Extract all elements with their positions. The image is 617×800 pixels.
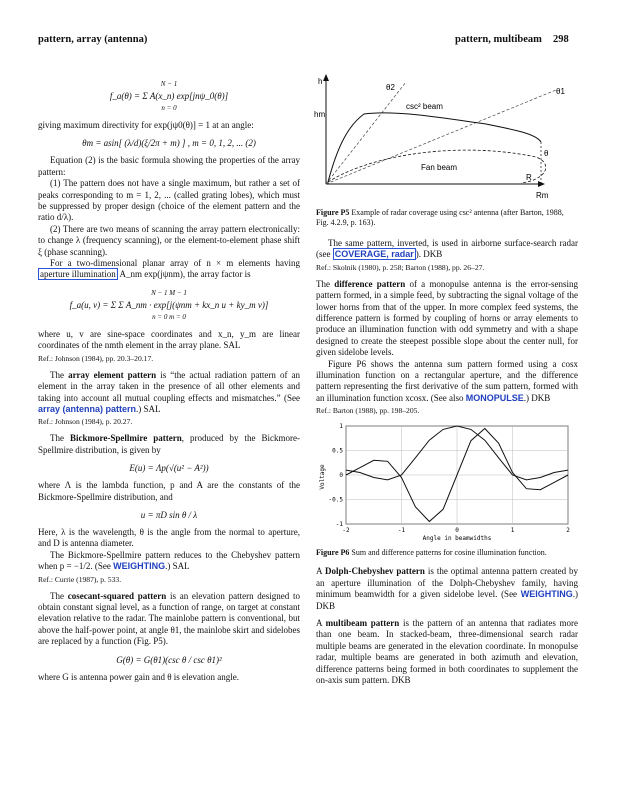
label-hm: hm <box>314 110 326 119</box>
running-head-right: pattern, multibeam <box>455 34 542 45</box>
label-theta: θ <box>544 149 549 158</box>
caption-label: Figure P6 <box>316 548 350 558</box>
weighting-link[interactable]: WEIGHTING <box>113 561 166 572</box>
x-arrow <box>538 181 545 187</box>
paragraph <box>316 279 578 359</box>
x-tick-label: 0 <box>455 527 459 535</box>
monopulse-link[interactable]: MONOPULSE <box>465 392 524 403</box>
text: The Bickmore-Spellmire pattern reduces to the Chebyshev pattern when p = −1/2. (See <box>38 549 300 572</box>
term: cosecant-squared pattern <box>67 590 167 601</box>
eq-limit-bottom: n = 0 <box>161 104 177 112</box>
paragraph <box>316 566 578 612</box>
text: .) DKB <box>316 589 579 611</box>
equation-bickmore: E(u) = Λp(√(u² − A²)) <box>129 463 209 474</box>
reference: Ref.: Barton (1988), pp. 198–205. <box>316 406 420 416</box>
term: Dolph-Chebyshev pattern <box>324 566 425 577</box>
eq-main: f_a(u, v) = Σ Σ A_nm · exp[j(ψnm + kx_n u + ky_m v)] <box>69 299 269 310</box>
figure-p5-coverage-diagram <box>316 72 578 202</box>
reference: Ref.: Currie (1987), p. 533. <box>38 574 122 584</box>
text: ). DKB <box>415 249 443 260</box>
y-arrow <box>323 74 329 81</box>
text: A <box>316 617 323 628</box>
text: .) SAL <box>165 561 190 572</box>
text: of a monopulse antenna is the error-sensing pattern formed, in a simple feed, by subtracting the signal voltage of the lower horns from that of the upper. In more complex feed systems, the difference pattern is formed by coupling of horns or array elements to produce an illumination function with odd symmetry and with a shape designed to create the steepest possible slope about the center null, for given sidelobe levels. <box>316 278 579 358</box>
aperture-illumination-link[interactable]: aperture illumination <box>40 269 116 280</box>
ray-theta2 <box>326 82 406 184</box>
paragraph: (1) The pattern does not have a single maximum, but rather a set of peaks corresponding to m = 1, 2, ... (called grating lobes), which must be suppressed by proper design (choice of the element pattern and the ratio d/λ). <box>38 178 300 223</box>
reference: Ref.: Johnson (1984), pp. 20.3–20.17. <box>38 353 154 363</box>
eq-limit-top: N − 1 M − 1 <box>151 288 187 297</box>
paragraph <box>316 359 578 405</box>
term: Bickmore-Spellmire pattern <box>70 433 182 444</box>
text: A_nm exp(jψnm), the array factor is <box>119 269 251 280</box>
label-csc-beam: csc² beam <box>406 102 443 111</box>
text: A <box>316 566 323 577</box>
paragraph: where G is antenna power gain and θ is elevation angle. <box>38 671 239 682</box>
figure-p5-caption <box>316 208 578 228</box>
text: For a two-dimensional planar array of n × m elements having <box>50 258 300 269</box>
paragraph <box>38 433 300 456</box>
label-theta1: θ1 <box>556 87 565 96</box>
text: is “the actual radiation pattern of an element in the array taken in the presence of all other elements and taking into account all mutual coupling effects and mismatches.” (See <box>38 369 301 403</box>
label-fan-beam: Fan beam <box>421 163 458 172</box>
text: The same pattern, inverted, is used in airborne surface-search radar (see <box>316 238 578 260</box>
x-tick-label: -1 <box>397 527 406 535</box>
caption-label: Figure P5 <box>316 208 350 217</box>
text: The <box>50 433 64 444</box>
paragraph <box>316 618 578 686</box>
text: .) DKB <box>523 392 551 403</box>
eq-limit-top: N − 1 <box>160 80 178 88</box>
label-h: h <box>318 77 323 86</box>
reference: Ref.: Johnson (1984), p. 20.27. <box>38 417 133 427</box>
text: The <box>50 369 64 380</box>
label-theta2: θ2 <box>386 83 395 92</box>
paragraph: where Λ is the lambda function, p and A are the constants of the Bickmore-Spellmire distribution, and <box>38 480 300 502</box>
text: , produced by the Bickmore-Spellmire distribution, is given by <box>38 433 301 455</box>
equation-2: θm = asin[ (λ/d)(ξ/2π + m) ] , m = 0, 1, 2, ... (2) <box>82 138 256 149</box>
reference: Ref.: Skolnik (1980), p. 258; Barton (1988), pp. 26–27. <box>316 262 485 272</box>
paragraph <box>316 238 578 261</box>
paragraph <box>38 258 300 281</box>
equation-array-factor <box>38 78 300 114</box>
text: is an elevation pattern designed to obtain constant signal level, as a function of range, on target at constant elevation relative to the radar. The mainlobe pattern is conventional, but above the half-power point, at angle θ1, the mainlobe skirt and sidelobes are replaced by a function (Fig. P5). <box>38 590 301 647</box>
coverage-radar-link[interactable]: COVERAGE, radar <box>334 249 414 260</box>
label-r: R <box>526 173 532 182</box>
equation-csc: G(θ) = G(θ1)(csc θ / csc θ1)² <box>116 654 222 665</box>
equation-u: u = πD sin θ / λ <box>140 509 198 520</box>
text: .) SAL <box>136 403 161 414</box>
x-tick-label: 1 <box>510 527 515 535</box>
y-axis-label: Voltage <box>319 464 326 490</box>
text: Figure P6 shows the antenna sum pattern formed using a cosx illumination function on a rectangular aperture, and the difference pattern representing the first derivative of the sum pattern, formed with an illumination function xcosx. (See also <box>316 358 578 403</box>
array-antenna-pattern-link[interactable]: array (antenna) pattern <box>38 403 137 414</box>
eq-limit-bottom: n = 0 m = 0 <box>152 312 186 321</box>
y-tick-label: 0 <box>339 472 343 480</box>
term: difference pattern <box>334 278 406 289</box>
paragraph <box>38 370 300 416</box>
text: is the pattern of an antenna that radiates more than one beam. In stacked-beam, three-dimensional search radar multiple beams are generated in the elevation coordinate. In monopulse radar, multiple beams are generated in both azimuth and elevation, difference patterns being formed in both coordinates to supplement the on-axis sum pattern. DKB <box>316 617 578 685</box>
paragraph: (2) There are two means of scanning the array pattern electronically: to change λ (frequency scanning), or the element-to-element phase shift ξ (phase scanning). <box>38 223 300 257</box>
y-tick-label: 0.5 <box>332 447 343 455</box>
paragraph <box>38 591 300 648</box>
y-tick-label: 1 <box>339 423 343 431</box>
x-tick-label: 2 <box>566 527 570 535</box>
figure-p6-chart <box>316 422 578 542</box>
label-rm: Rm <box>536 191 549 200</box>
x-axis-label: Angle in beamwidths <box>422 535 492 543</box>
paragraph <box>38 550 300 573</box>
running-head-left: pattern, array (antenna) <box>38 34 148 45</box>
paragraph: where u, v are sine-space coordinates and x_n, y_m are linear coordinates of the nmth element in the array plane. SAL <box>38 328 300 351</box>
left-column <box>38 72 300 683</box>
term: multibeam pattern <box>325 617 400 628</box>
weighting-link[interactable]: WEIGHTING <box>520 589 573 600</box>
paragraph: Equation (2) is the basic formula showing the properties of the array pattern: <box>38 155 300 177</box>
text: The <box>316 278 330 289</box>
x-tick-label: -2 <box>342 527 350 535</box>
y-tick-label: -0.5 <box>328 496 343 504</box>
caption-text: Sum and difference patterns for cosine illumination function. <box>351 548 547 558</box>
paragraph: Here, λ is the wavelength, θ is the angle from the normal to aperture, and D is antenna diameter. <box>38 526 300 549</box>
y-tick-label: -1 <box>335 521 343 529</box>
term: array element pattern <box>68 369 157 380</box>
page-number: 298 <box>553 34 569 45</box>
equation-2d-array-factor <box>38 287 300 323</box>
paragraph: giving maximum directivity for exp(jψ0(θ)] = 1 at an angle: <box>38 120 254 130</box>
eq-main: f_a(θ) = Σ A(x_n) exp[jnψ_0(θ)] <box>109 91 229 101</box>
figure-p6-caption <box>316 548 578 558</box>
right-column <box>316 72 578 686</box>
caption-text: Example of radar coverage using csc² antenna (after Barton, 1988, Fig. 4.2.9, p. 163). <box>316 208 564 227</box>
text: The <box>50 590 64 601</box>
text: is the optimal antenna pattern created by an aperture illumination of the Dolph-Chebyshev family, having minimum beamwidth for a given sidelobe level. (See <box>316 566 579 600</box>
